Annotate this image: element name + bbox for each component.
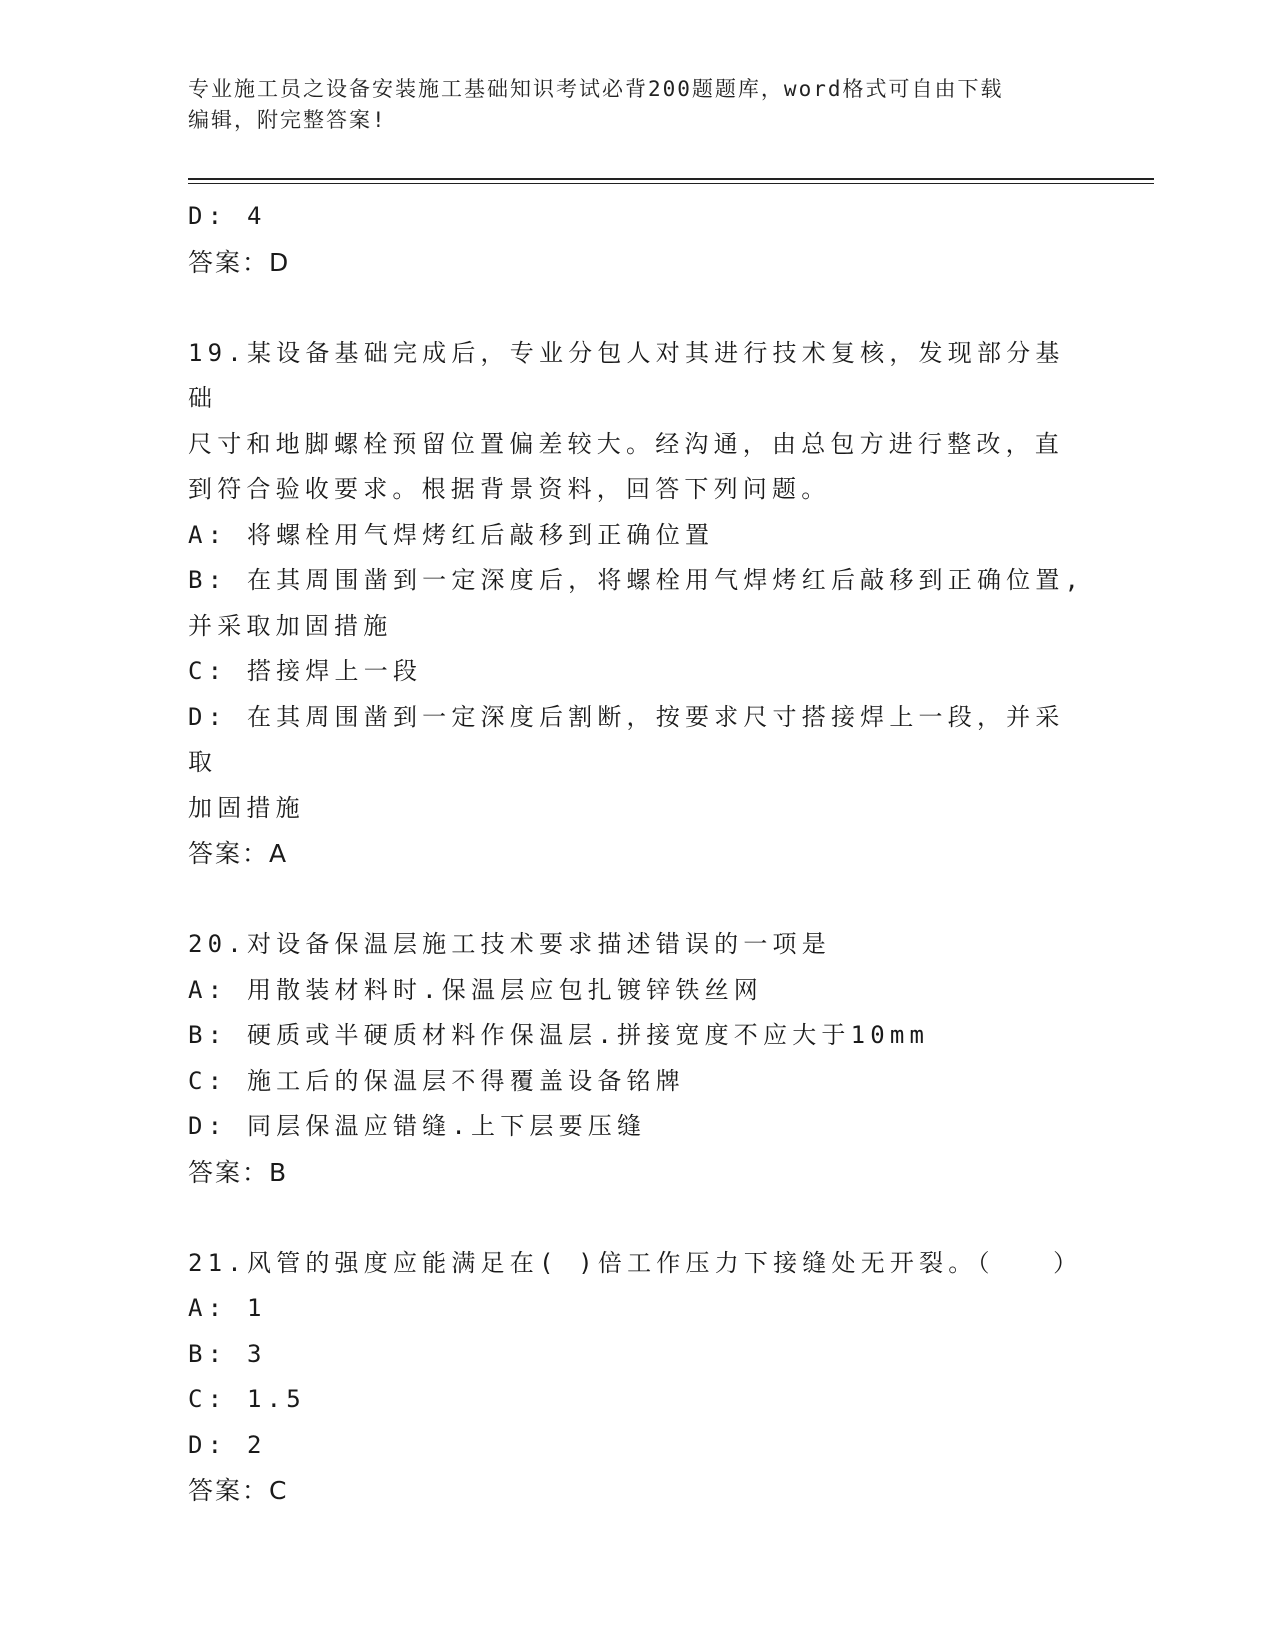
option-d: D: 4 bbox=[188, 202, 267, 230]
question-stem-line: 尺寸和地脚螺栓预留位置偏差较大。经沟通，由总包方进行整改，直 bbox=[188, 429, 1064, 458]
option-a: A: 1 bbox=[188, 1294, 267, 1322]
option-b: B: 3 bbox=[188, 1339, 267, 1368]
answer-line: 答案：D bbox=[188, 247, 291, 277]
question-stem: 20.对设备保温层施工技术要求描述错误的一项是 bbox=[188, 930, 831, 958]
header-title-line-1: 专业施工员之设备安装施工基础知识考试必背200题题库，word格式可自由下载 bbox=[188, 77, 1004, 101]
option-a: A: 用散装材料时.保温层应包扎镀锌铁丝网 bbox=[188, 975, 763, 1004]
option-d-line: 加固措施 bbox=[188, 793, 305, 822]
option-c: C: 施工后的保温层不得覆盖设备铭牌 bbox=[188, 1066, 685, 1095]
question-18-tail bbox=[188, 194, 1088, 285]
question-stem-line: 到符合验收要求。根据背景资料，回答下列问题。 bbox=[188, 475, 831, 503]
option-b-line: 并采取加固措施 bbox=[188, 611, 393, 640]
option-b-line: B: 在其周围凿到一定深度后，将螺栓用气焊烤红后敲移到正确位置, bbox=[188, 566, 1085, 594]
header-divider-thick bbox=[188, 178, 1154, 180]
question-19 bbox=[188, 331, 1088, 877]
answer-line: 答案：C bbox=[188, 1476, 289, 1505]
question-21 bbox=[188, 1241, 1088, 1514]
answer-line: 答案：B bbox=[188, 1157, 289, 1187]
option-b: B: 硬质或半硬质材料作保温层.拼接宽度不应大于10mm bbox=[188, 1021, 930, 1049]
spacer bbox=[188, 877, 1088, 923]
header-divider-thin bbox=[188, 183, 1154, 184]
option-d-line: D: 在其周围凿到一定深度后割断，按要求尺寸搭接焊上一段，并采取 bbox=[188, 702, 1065, 776]
spacer bbox=[188, 285, 1088, 331]
question-stem-line: 19.某设备基础完成后，专业分包人对其进行技术复核，发现部分基础 bbox=[188, 338, 1065, 412]
header-title-line-2: 编辑，附完整答案! bbox=[188, 108, 387, 132]
document-body bbox=[188, 194, 1088, 1514]
spacer bbox=[188, 1195, 1088, 1241]
document-header bbox=[188, 74, 1088, 136]
question-20 bbox=[188, 922, 1088, 1195]
option-c: C: 搭接焊上一段 bbox=[188, 657, 423, 685]
question-stem: 21.风管的强度应能满足在( )倍工作压力下接缝处无开裂。（ ） bbox=[188, 1248, 1083, 1277]
option-c: C: 1.5 bbox=[188, 1385, 306, 1413]
option-a: A: 将螺栓用气焊烤红后敲移到正确位置 bbox=[188, 520, 715, 549]
option-d: D: 同层保温应错缝.上下层要压缝 bbox=[188, 1112, 647, 1140]
answer-line: 答案：A bbox=[188, 839, 289, 868]
option-d: D: 2 bbox=[188, 1430, 267, 1459]
